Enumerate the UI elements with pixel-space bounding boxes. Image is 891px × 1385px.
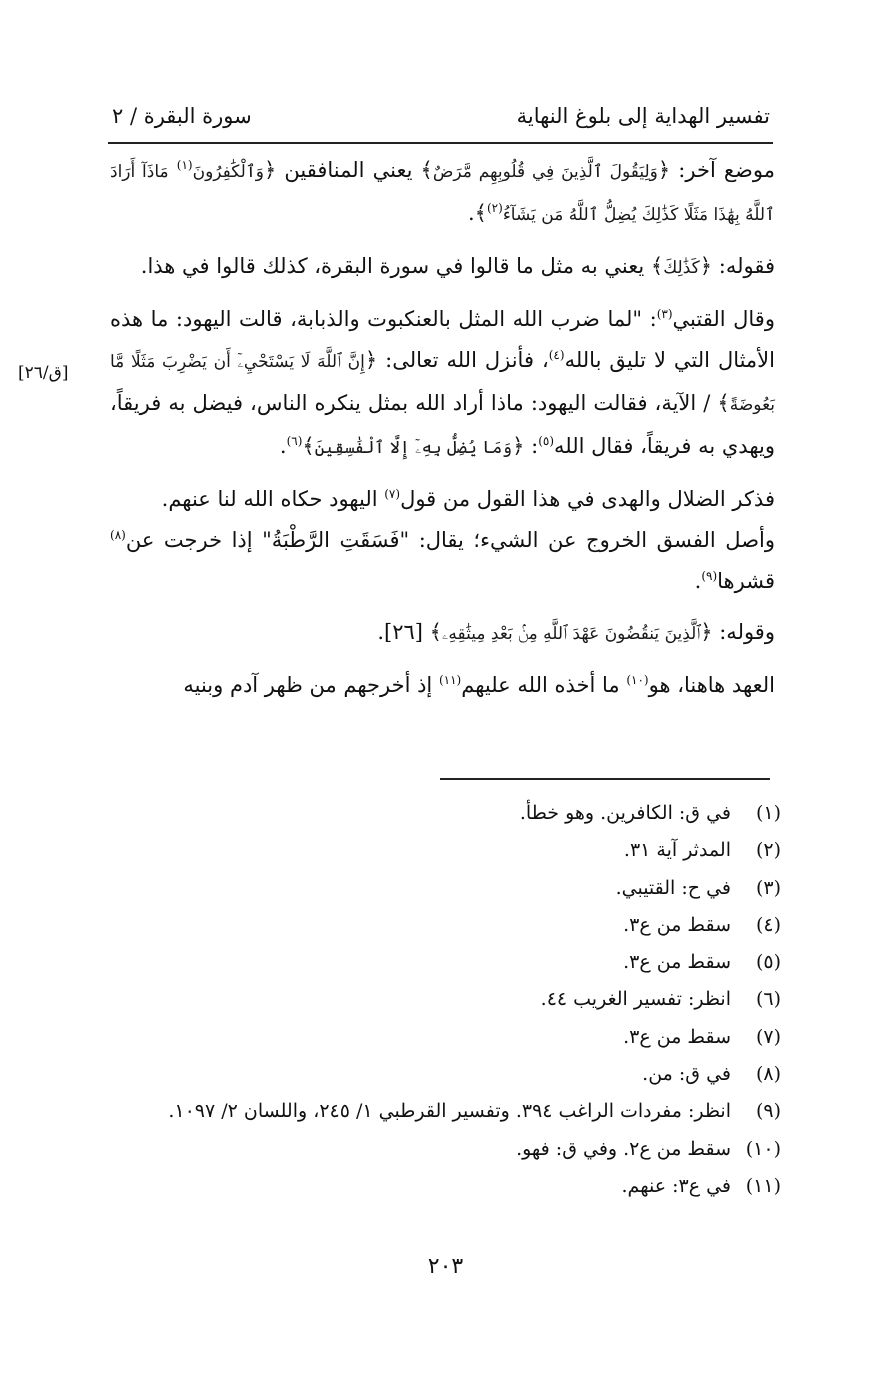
footnote-number: (٦) xyxy=(755,988,781,1011)
footnote-text: سقط من ع٢. وفي ق: فهو. xyxy=(516,1137,731,1160)
footnote-item xyxy=(141,907,781,944)
footnote-number: (٣) xyxy=(755,876,781,899)
footnote-number: (٨) xyxy=(755,1063,781,1086)
section-title: سورة البقرة / ٢ xyxy=(112,104,252,128)
footnote-number: (٩) xyxy=(755,1100,781,1123)
footnote-number: (١٠) xyxy=(745,1137,781,1160)
footnote-text: سقط من ع٣. xyxy=(623,913,731,936)
footnote-text: انظر: تفسير الغريب ٤٤. xyxy=(540,988,731,1011)
page-number: ٢٠٣ xyxy=(427,1254,464,1279)
footnote-number: (٢) xyxy=(755,839,781,862)
footnote-ref: (٣) xyxy=(656,307,673,321)
footnote-ref: (٨) xyxy=(110,528,126,542)
footnote-text: المدثر آية ٣١. xyxy=(623,839,731,862)
footnote-text: في ق: الكافرين. وهو خطأ. xyxy=(519,802,731,824)
quran-quote: ٱلَّذِينَ يَنقُضُونَ عَهْدَ ٱللَّهِ مِنۢ بَعْدِ مِيثَٰقِهِۦ xyxy=(441,624,701,644)
header-divider xyxy=(108,142,773,144)
main-text xyxy=(110,150,775,716)
paragraph-4: فذكر الضلال والهدى في هذا القول من قول$^{(٧)}$ اليهود حكاه الله لنا عنهم. xyxy=(161,487,775,511)
footnote-number: (٧) xyxy=(755,1025,781,1048)
footnote-item xyxy=(141,1168,781,1205)
footnote-ref: (١٠) xyxy=(626,673,649,687)
footnote-item xyxy=(141,1056,781,1093)
paragraph-3: وقال القتبي$^{(٣)}$: "لما ضرب الله المثل بالعنكبوت والذبابة، قالت اليهود: ما هذه الأمثال التي لا تليق بالله$^{(٤)}$، فأنزل الله تعالى: ﴿إِنَّ ٱللَّهَ لَا يَسْتَحْيِۦٓ أَن يَضْرِبَ مَثَلًا مَّا بَعُوضَةً﴾ / الآية، فقالت اليهود: ماذا أراد الله بمثل ينكره الناس، فيضل به فريقاً، ويهدي به فريقاً، فقال الله$^{(٥)}$: ﴿وَمَا يُضِلُّ بِهِۦٓ إِلَّا ٱلْفَٰسِقِينَ﴾$^{(٦)}$. xyxy=(110,307,775,458)
running-header xyxy=(112,96,770,136)
footnote-item xyxy=(141,1093,781,1130)
paragraph-7: العهد هاهنا، هو$^{(١٠)}$ ما أخذه الله عليهم$^{(١١)}$ إذ أخرجهم من ظهر آدم وبنيه xyxy=(183,673,775,697)
paragraph-1: موضع آخر: ﴿وَلِيَقُولَ ٱلَّذِينَ فِي قُلُوبِهِم مَّرَضٌ﴾ يعني المنافقين ﴿وَٱلْكَٰفِرُونَ$^{(١)}$ مَاذَآ أَرَادَ ٱللَّهُ بِهَٰذَا مَثَلًا كَذَٰلِكَ يُضِلُّ ٱللَّهُ مَن يَشَآءُ$^{(٢)}$﴾. xyxy=(110,158,775,225)
footnote-item xyxy=(141,1019,781,1056)
footnote-item xyxy=(141,944,781,981)
footnote-item xyxy=(141,832,781,869)
footnote-ref: (٧) xyxy=(384,487,401,501)
paragraph-6: وقوله: ﴿ٱلَّذِينَ يَنقُضُونَ عَهْدَ ٱللَّهِ مِنۢ بَعْدِ مِيثَٰقِهِۦ﴾ [٢٦]. xyxy=(377,620,775,644)
quran-quote: إِنَّ ٱللَّهَ لَا يَسْتَحْيِۦٓ أَن يَضْرِبَ مَثَلًا مَّا بَعُوضَةً xyxy=(110,352,775,415)
quran-quote: مَاذَآ أَرَادَ ٱللَّهُ بِهَٰذَا مَثَلًا كَذَٰلِكَ يُضِلُّ ٱللَّهُ مَن يَشَآءُ xyxy=(110,162,775,225)
footnote-item xyxy=(141,795,781,832)
footnote-ref: (١) xyxy=(176,158,193,172)
quran-quote: كَذَٰلِكَ xyxy=(663,258,700,278)
footnote-ref: (١١) xyxy=(438,673,462,687)
footnote-ref: (٦) xyxy=(286,434,303,448)
footnote-text: في ق: من. xyxy=(642,1063,731,1086)
footnote-item xyxy=(141,870,781,907)
book-title: تفسير الهداية إلى بلوغ النهاية xyxy=(516,104,770,128)
footnote-number: (١) xyxy=(755,802,781,824)
footnote-item xyxy=(141,1131,781,1168)
footnote-divider xyxy=(440,778,770,780)
footnote-number: (٥) xyxy=(755,951,781,974)
paragraph-2: فقوله: ﴿كَذَٰلِكَ﴾ يعني به مثل ما قالوا في سورة البقرة، كذلك قالوا في هذا. xyxy=(140,254,775,278)
quran-quote: وَمَا يُضِلُّ بِهِۦٓ إِلَّا ٱلْفَٰسِقِينَ xyxy=(314,438,513,458)
footnote-ref: (٩) xyxy=(701,569,718,583)
footnote-text: في ع٣: عنهم. xyxy=(621,1174,731,1197)
footnote-ref: (٤) xyxy=(548,348,565,362)
footnote-item xyxy=(141,981,781,1018)
footnote-text: سقط من ع٣. xyxy=(623,1025,731,1048)
footnote-text: في ح: القتيبي. xyxy=(615,876,731,899)
quran-quote: وَلِيَقُولَ ٱلَّذِينَ فِي قُلُوبِهِم مَّرَضٌ xyxy=(432,162,658,182)
footnote-number: (١١) xyxy=(745,1174,781,1197)
quran-quote: وَٱلْكَٰفِرُونَ xyxy=(192,162,264,182)
paragraph-5: وأصل الفسق الخروج عن الشيء؛ يقال: "فَسَقَتِ الرَّطْبَةُ" إذا خرجت عن$^{(٨)}$ قشرها$^{(٩)}$. xyxy=(110,528,775,593)
footnote-text: انظر: مفردات الراغب ٣٩٤. وتفسير القرطبي ١/ ٢٤٥، واللسان ٢/ ١٠٩٧. xyxy=(168,1100,731,1123)
footnotes-list xyxy=(141,795,781,1205)
footnote-ref: (٥) xyxy=(538,434,555,448)
footnote-number: (٤) xyxy=(755,913,781,936)
manuscript-margin-note: [ق/٢٦] xyxy=(18,363,69,383)
footnote-text: سقط من ع٣. xyxy=(623,951,731,974)
footnote-ref: (٢) xyxy=(486,201,503,215)
